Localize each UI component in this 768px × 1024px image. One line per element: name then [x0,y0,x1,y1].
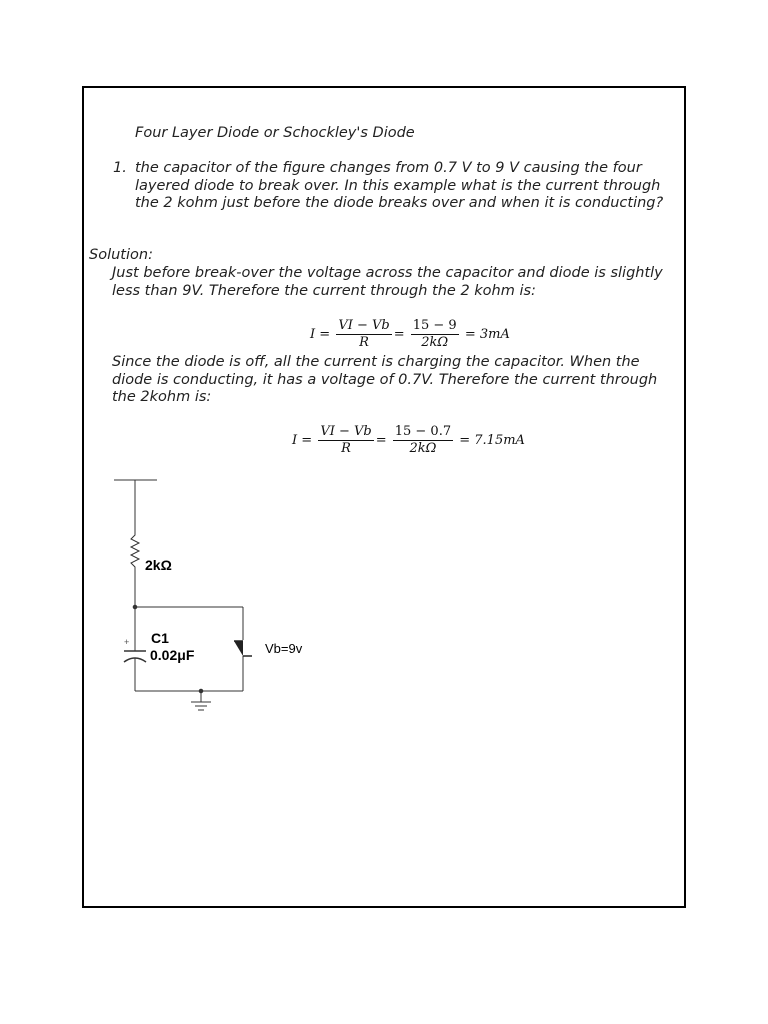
equation-1-frac2-denominator: 2kΩ [421,335,449,350]
equation-2-frac1-denominator: R [341,441,351,456]
capacitor-polarity: + [124,637,130,647]
diode-label: Vb=9v [265,641,303,656]
equation-2-result: = 7.15mA [459,433,525,448]
resistor-label: 2kΩ [145,557,172,573]
equation-1-result: = 3mA [464,327,510,342]
resistor-symbol [131,530,139,607]
document-title: Four Layer Diode or Schockley's Diode [135,125,415,141]
equation-2: I = $\frac{VI - Vb}{R}$ = $\frac{15 - 0.7}{2k\Omega}$ = 7.15mA [292,424,525,456]
equation-1-lhs: I = [310,327,331,342]
solution-label: Solution: [89,247,153,263]
solution-paragraph-2: Since the diode is off, all the current is charging the capacitor. When the diode is conducting, it has a voltage of 0.7V. Therefore the current through the 2kohm is: [112,354,658,405]
question-number: 1. [113,160,127,176]
equation-2-frac2-numerator: 15 − 0.7 [394,424,452,439]
equation-1-frac1-denominator: R [359,335,369,350]
capacitor-name: C1 [151,630,169,646]
solution-paragraph-1: Just before break-over the voltage across the capacitor and diode is slightly less than 9V. Therefore the current through the 2 kohm is: [112,265,663,299]
equation-1: I = $\frac{VI - Vb}{R}$ = $\frac{15 - 9}{2k\Omega}$ = 3mA [310,318,510,350]
diode-symbol [234,641,243,656]
equation-1-frac2-numerator: 15 − 9 [412,318,457,333]
equation-2-frac2-denominator: 2kΩ [409,441,437,456]
capacitor-value: 0.02μF [150,647,195,663]
equation-2-frac1-numerator: VI − Vb [320,424,372,439]
equation-1-frac1-numerator: VI − Vb [338,318,390,333]
question-text: the capacitor of the figure changes from 0.7 V to 9 V causing the four layered diode to break over. In this example what is the current through the 2 kohm just before the diode breaks over and when it is conducting? [135,160,664,211]
equation-2-lhs: I = [292,433,313,448]
